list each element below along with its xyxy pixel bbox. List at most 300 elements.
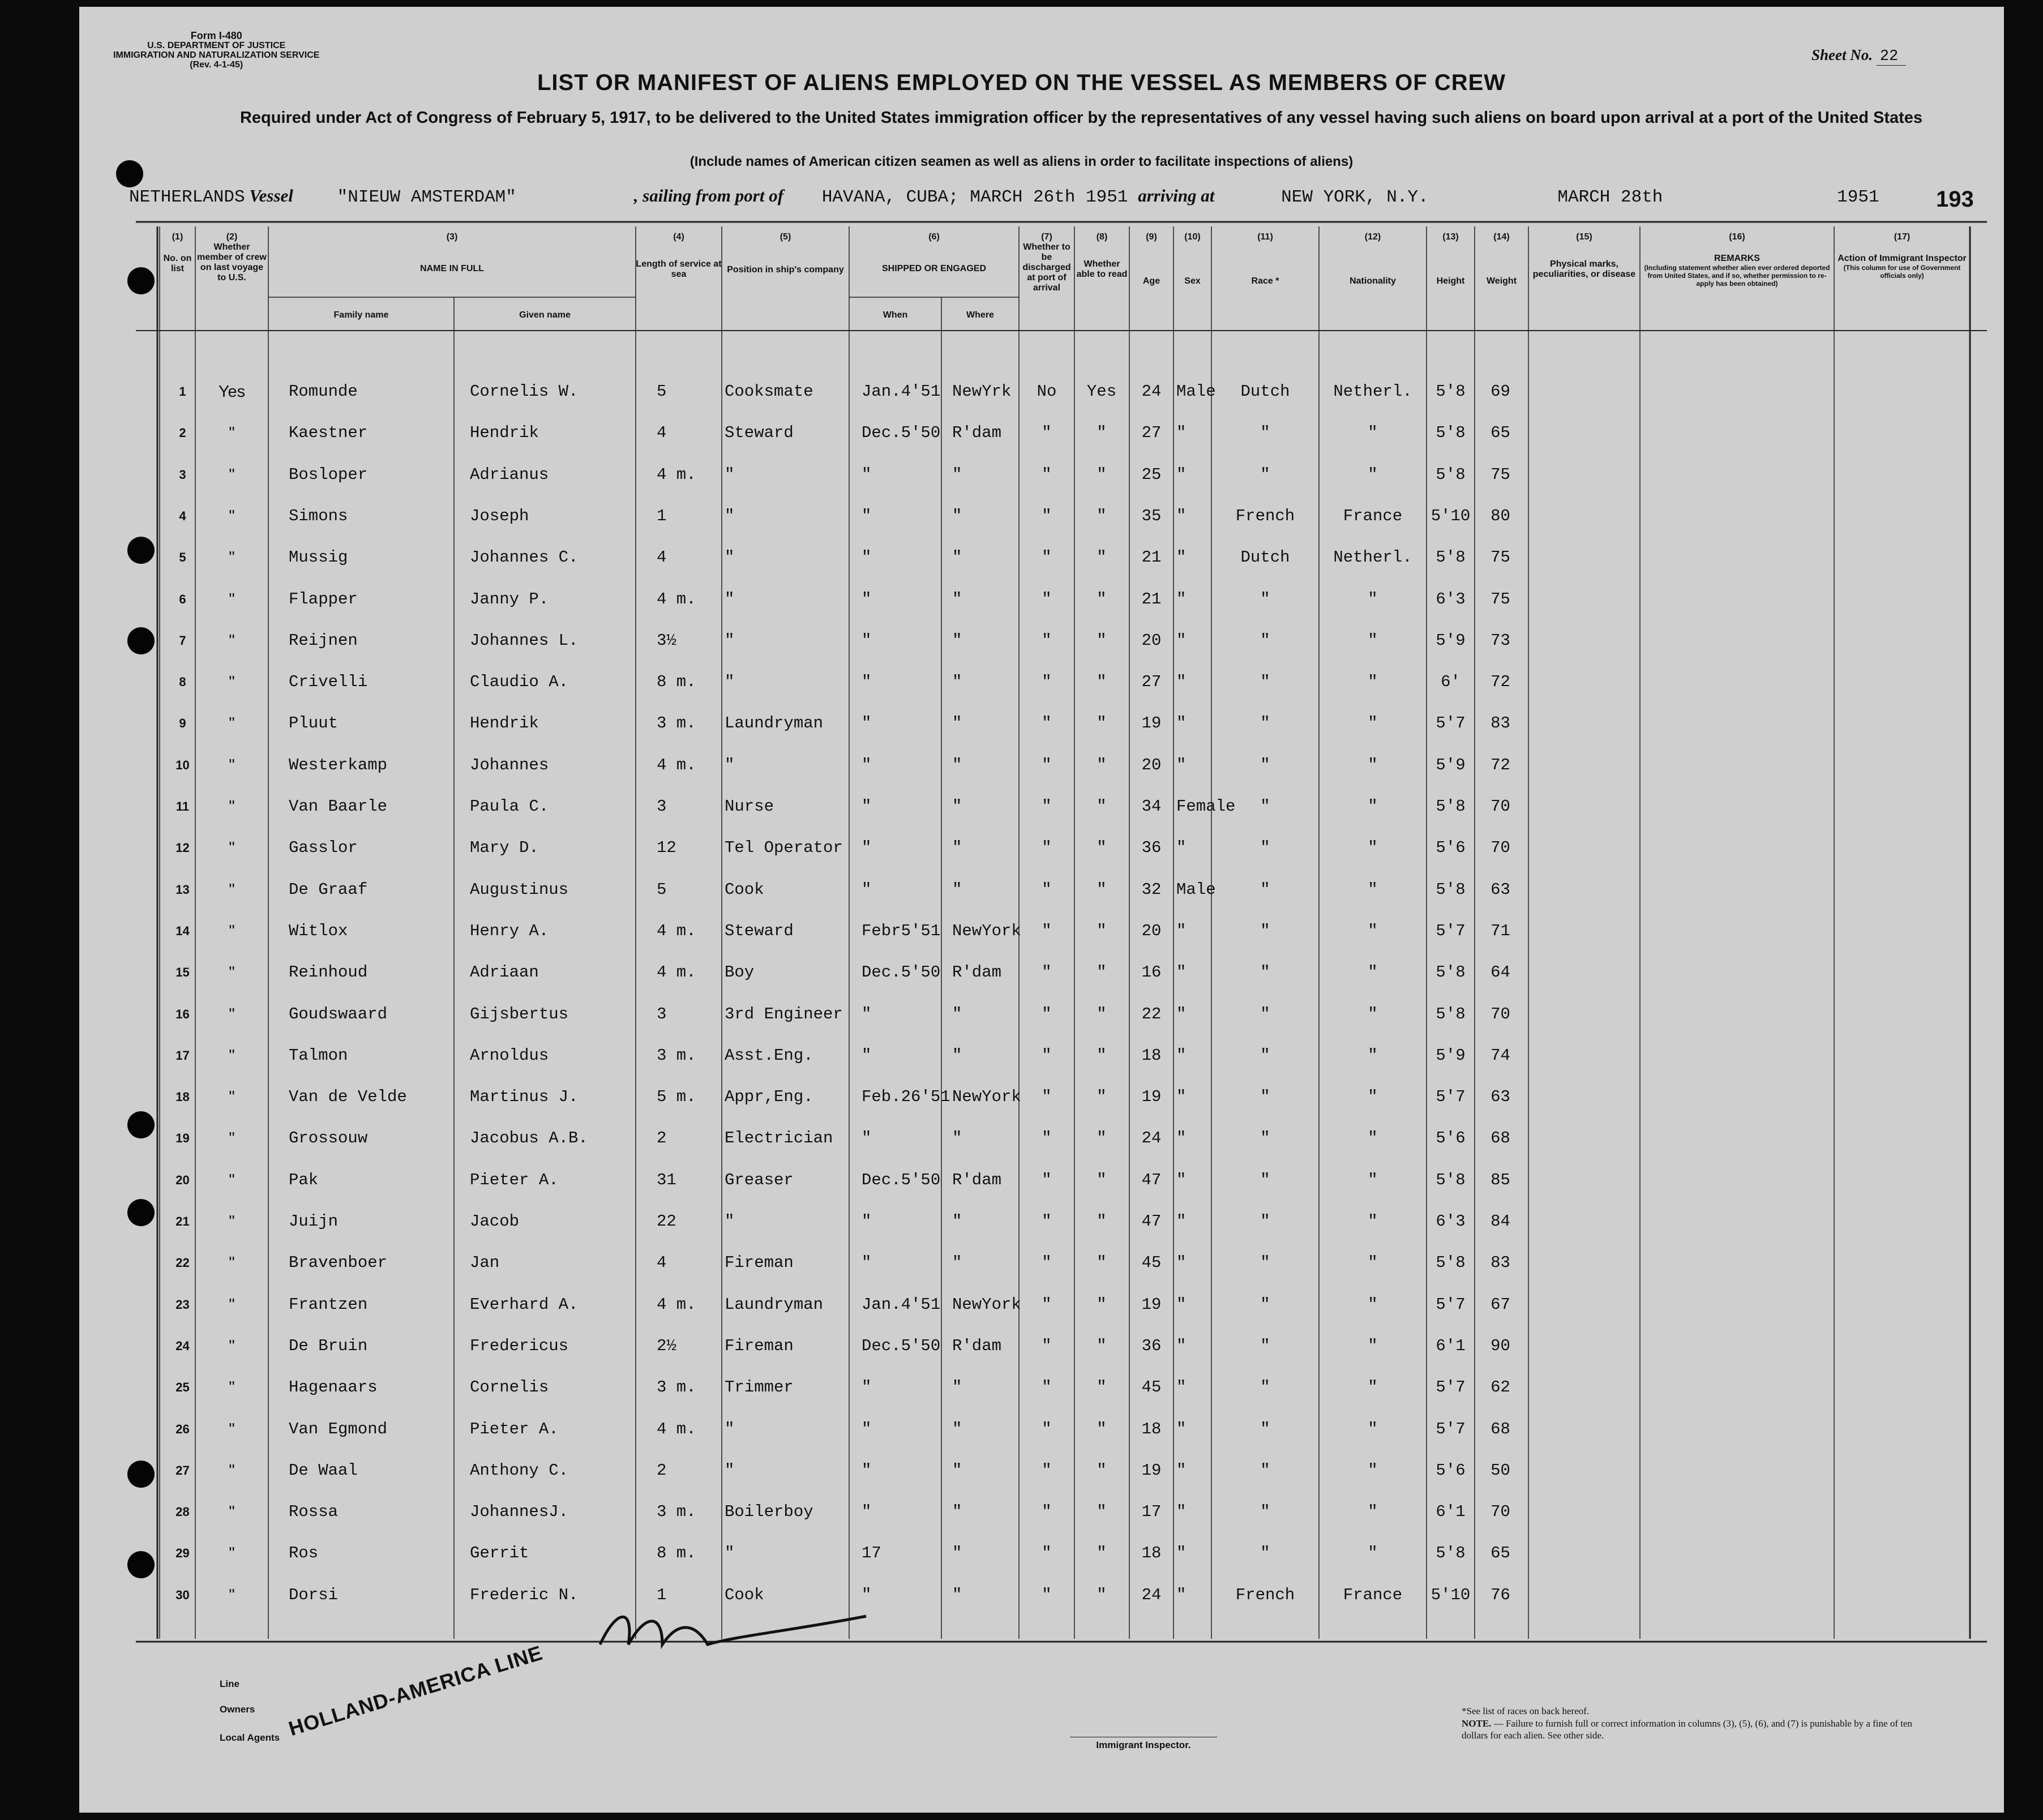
row-3-last: " bbox=[229, 466, 235, 484]
row-27-last: " bbox=[229, 1462, 235, 1480]
row-25-last: " bbox=[229, 1378, 235, 1397]
col-header-weight bbox=[1475, 232, 1528, 286]
row-22-discharged: " bbox=[1042, 1253, 1052, 1272]
row-6-sex: " bbox=[1176, 590, 1187, 609]
row-3-service: 4 m. bbox=[657, 465, 696, 484]
row-27-sex: " bbox=[1176, 1461, 1187, 1480]
row-15-where: R'dam bbox=[952, 963, 1002, 982]
row-10-family: Westerkamp bbox=[289, 756, 388, 774]
row-17-service: 3 m. bbox=[657, 1046, 696, 1065]
row-19-discharged: " bbox=[1042, 1129, 1052, 1147]
row-2-age: 27 bbox=[1141, 423, 1162, 442]
col-title: Age bbox=[1142, 276, 1160, 286]
row-5-race: Dutch bbox=[1240, 548, 1290, 567]
row-27-when: " bbox=[862, 1461, 872, 1480]
punch-hole bbox=[127, 537, 155, 564]
row-19-service: 2 bbox=[657, 1129, 667, 1147]
row-6-height: 6'3 bbox=[1436, 590, 1466, 609]
row-15-given: Adriaan bbox=[470, 963, 539, 982]
col-number-label: (5) bbox=[779, 232, 791, 242]
col-subtitle: (Including statement whether alien ever ordered deported from United States, and if so, whether permission to re-apply has been obtained) bbox=[1644, 264, 1830, 288]
row-2-height: 5'8 bbox=[1436, 423, 1466, 442]
row-11-read: " bbox=[1097, 797, 1107, 816]
row-15-race: " bbox=[1260, 963, 1270, 982]
row-26-service: 4 m. bbox=[657, 1420, 696, 1438]
row-24-where: R'dam bbox=[952, 1337, 1002, 1355]
row-5-last: " bbox=[229, 549, 235, 567]
row-6-weight: 75 bbox=[1491, 590, 1510, 609]
row-10-last: " bbox=[229, 756, 235, 774]
row-25-age: 45 bbox=[1141, 1378, 1162, 1397]
col-number-label: (17) bbox=[1894, 232, 1911, 242]
row-15-age: 16 bbox=[1141, 963, 1162, 982]
row-23-last: " bbox=[229, 1296, 235, 1314]
revision: (Rev. 4-1-45) bbox=[190, 60, 243, 70]
page-number: 193 bbox=[1936, 187, 1974, 212]
row-25-discharged: " bbox=[1042, 1378, 1052, 1397]
row-16-service: 3 bbox=[657, 1005, 667, 1024]
row-2-given: Hendrik bbox=[470, 423, 539, 442]
row-5-no: 5 bbox=[179, 550, 186, 564]
row-14-weight: 71 bbox=[1491, 922, 1510, 940]
row-30-no: 30 bbox=[175, 1588, 190, 1602]
row-16-weight: 70 bbox=[1491, 1005, 1510, 1024]
row-4-last: " bbox=[229, 507, 235, 525]
row-24-race: " bbox=[1260, 1337, 1270, 1355]
row-28-read: " bbox=[1097, 1502, 1107, 1521]
row-30-discharged: " bbox=[1042, 1586, 1052, 1604]
row-21-family: Juijn bbox=[289, 1212, 339, 1231]
row-29-discharged: " bbox=[1042, 1544, 1052, 1562]
row-11-nationality: " bbox=[1368, 797, 1378, 816]
punch-hole bbox=[127, 1461, 155, 1488]
sheet-number-field bbox=[1811, 46, 1906, 65]
row-13-nationality: " bbox=[1368, 880, 1378, 899]
row-2-discharged: " bbox=[1042, 423, 1052, 442]
row-11-last: " bbox=[229, 798, 235, 816]
row-6-last: " bbox=[229, 590, 235, 609]
row-16-nationality: " bbox=[1368, 1005, 1378, 1024]
row-9-discharged: " bbox=[1042, 714, 1052, 733]
row-28-race: " bbox=[1260, 1502, 1270, 1521]
row-30-height: 5'10 bbox=[1430, 1586, 1471, 1604]
row-15-discharged: " bbox=[1042, 963, 1052, 982]
col-title: No. on list bbox=[163, 254, 192, 273]
col-title: REMARKS bbox=[1714, 254, 1760, 263]
row-6-when: " bbox=[862, 590, 872, 609]
row-4-family: Simons bbox=[289, 507, 348, 525]
row-23-age: 19 bbox=[1141, 1295, 1162, 1314]
row-12-age: 36 bbox=[1141, 838, 1162, 857]
row-14-last: " bbox=[229, 922, 235, 940]
col-title: Whether to be discharged at port of arrival bbox=[1022, 242, 1071, 293]
col-title: Weight bbox=[1486, 276, 1517, 286]
row-9-race: " bbox=[1260, 714, 1270, 733]
row-1-position: Cooksmate bbox=[725, 382, 813, 401]
col-title: Action of Immigrant Inspector bbox=[1838, 254, 1967, 263]
department: U.S. DEPARTMENT OF JUSTICE bbox=[147, 41, 286, 50]
row-23-position: Laundryman bbox=[725, 1295, 824, 1314]
row-9-age: 19 bbox=[1141, 714, 1162, 733]
row-8-given: Claudio A. bbox=[470, 673, 569, 691]
row-3-where: " bbox=[952, 465, 962, 484]
row-2-sex: " bbox=[1176, 423, 1187, 442]
row-26-sex: " bbox=[1176, 1420, 1187, 1438]
row-12-height: 5'6 bbox=[1436, 838, 1466, 857]
row-27-race: " bbox=[1260, 1461, 1270, 1480]
row-27-nationality: " bbox=[1368, 1461, 1378, 1480]
row-29-race: " bbox=[1260, 1544, 1270, 1562]
row-22-last: " bbox=[229, 1254, 235, 1272]
form-number: Form I-480 bbox=[190, 30, 242, 41]
row-17-weight: 74 bbox=[1491, 1046, 1510, 1065]
row-9-given: Hendrik bbox=[470, 714, 539, 733]
col-header-position bbox=[722, 232, 849, 275]
row-8-read: " bbox=[1097, 673, 1107, 691]
row-14-service: 4 m. bbox=[657, 922, 696, 940]
col-header-nationality bbox=[1319, 232, 1427, 286]
row-10-nationality: " bbox=[1368, 756, 1378, 774]
row-3-age: 25 bbox=[1141, 465, 1162, 484]
row-4-height: 5'10 bbox=[1430, 507, 1471, 525]
row-7-when: " bbox=[862, 631, 872, 650]
col-header-number bbox=[160, 232, 195, 274]
row-23-discharged: " bbox=[1042, 1295, 1052, 1314]
row-15-no: 15 bbox=[175, 965, 190, 979]
col-header-last-voyage bbox=[195, 232, 268, 283]
row-5-age: 21 bbox=[1141, 548, 1162, 567]
row-19-given: Jacobus A.B. bbox=[470, 1129, 588, 1147]
row-15-weight: 64 bbox=[1491, 963, 1510, 982]
row-18-last: " bbox=[229, 1088, 235, 1106]
row-12-discharged: " bbox=[1042, 838, 1052, 857]
row-4-read: " bbox=[1097, 507, 1107, 525]
row-7-no: 7 bbox=[179, 633, 186, 648]
row-24-last: " bbox=[229, 1337, 235, 1355]
row-26-weight: 68 bbox=[1491, 1420, 1510, 1438]
row-17-given: Arnoldus bbox=[470, 1046, 549, 1065]
row-2-service: 4 bbox=[657, 423, 667, 442]
row-17-sex: " bbox=[1176, 1046, 1187, 1065]
row-24-family: De Bruin bbox=[289, 1337, 368, 1355]
row-10-age: 20 bbox=[1141, 756, 1162, 774]
row-3-race: " bbox=[1260, 465, 1270, 484]
row-9-weight: 83 bbox=[1491, 714, 1510, 733]
row-23-race: " bbox=[1260, 1295, 1270, 1314]
row-11-position: Nurse bbox=[725, 797, 774, 816]
row-8-height: 6' bbox=[1441, 673, 1460, 691]
row-10-race: " bbox=[1260, 756, 1270, 774]
col-header-when: When bbox=[883, 310, 908, 320]
row-15-sex: " bbox=[1176, 963, 1187, 982]
row-4-nationality: France bbox=[1343, 507, 1403, 525]
row-19-when: " bbox=[862, 1129, 872, 1147]
row-27-position: " bbox=[725, 1461, 735, 1480]
row-25-family: Hagenaars bbox=[289, 1378, 378, 1397]
row-12-when: " bbox=[862, 838, 872, 857]
row-18-weight: 63 bbox=[1491, 1087, 1510, 1106]
row-9-nationality: " bbox=[1368, 714, 1378, 733]
row-14-discharged: " bbox=[1042, 922, 1052, 940]
row-25-race: " bbox=[1260, 1378, 1270, 1397]
row-3-given: Adrianus bbox=[470, 465, 549, 484]
row-3-discharged: " bbox=[1042, 465, 1052, 484]
sailing-label: , sailing from port of bbox=[633, 186, 784, 205]
row-4-position: " bbox=[725, 507, 735, 525]
row-27-discharged: " bbox=[1042, 1461, 1052, 1480]
row-2-nationality: " bbox=[1368, 423, 1378, 442]
col-title: Sex bbox=[1184, 276, 1201, 286]
row-20-no: 20 bbox=[175, 1173, 190, 1187]
vessel-name: "NIEUW AMSTERDAM" bbox=[337, 187, 516, 207]
row-26-age: 18 bbox=[1141, 1420, 1162, 1438]
row-12-last: " bbox=[229, 839, 235, 857]
row-27-family: De Waal bbox=[289, 1461, 358, 1480]
row-30-last: " bbox=[229, 1586, 235, 1604]
row-1-read: Yes bbox=[1086, 382, 1117, 401]
row-22-race: " bbox=[1260, 1253, 1270, 1272]
row-7-where: " bbox=[952, 631, 962, 650]
row-22-weight: 83 bbox=[1491, 1253, 1510, 1272]
row-8-race: " bbox=[1260, 673, 1270, 691]
col-title: Height bbox=[1436, 276, 1465, 286]
row-28-given: JohannesJ. bbox=[470, 1502, 569, 1521]
row-20-given: Pieter A. bbox=[470, 1171, 559, 1189]
row-10-where: " bbox=[952, 756, 962, 774]
row-18-family: Van de Velde bbox=[289, 1087, 407, 1106]
row-26-family: Van Egmond bbox=[289, 1420, 388, 1438]
row-23-where: NewYork bbox=[952, 1295, 1021, 1314]
row-19-position: Electrician bbox=[725, 1129, 833, 1147]
row-26-race: " bbox=[1260, 1420, 1270, 1438]
punch-hole bbox=[127, 267, 155, 294]
row-14-age: 20 bbox=[1141, 922, 1162, 940]
row-1-when: Jan.4'51 bbox=[862, 382, 941, 401]
row-13-no: 13 bbox=[175, 883, 190, 897]
col-number-label: (8) bbox=[1096, 232, 1108, 242]
row-1-height: 5'8 bbox=[1436, 382, 1466, 401]
row-26-position: " bbox=[725, 1420, 735, 1438]
row-16-position: 3rd Engineer bbox=[725, 1005, 843, 1024]
row-18-read: " bbox=[1097, 1087, 1107, 1106]
row-1-race: Dutch bbox=[1240, 382, 1290, 401]
row-1-service: 5 bbox=[657, 382, 667, 401]
row-17-height: 5'9 bbox=[1436, 1046, 1466, 1065]
row-29-when: 17 bbox=[862, 1544, 881, 1562]
row-19-read: " bbox=[1097, 1129, 1107, 1147]
row-17-last: " bbox=[229, 1047, 235, 1065]
row-8-family: Crivelli bbox=[289, 673, 368, 691]
row-30-race: French bbox=[1235, 1586, 1295, 1604]
row-10-weight: 72 bbox=[1491, 756, 1510, 774]
row-30-given: Frederic N. bbox=[470, 1586, 579, 1604]
row-17-nationality: " bbox=[1368, 1046, 1378, 1065]
row-9-no: 9 bbox=[179, 716, 186, 730]
col-number-label: (15) bbox=[1576, 232, 1592, 242]
row-23-no: 23 bbox=[175, 1297, 190, 1312]
col-number-label: (16) bbox=[1729, 232, 1745, 242]
row-7-family: Reijnen bbox=[289, 631, 358, 650]
row-2-when: Dec.5'50 bbox=[862, 423, 941, 442]
row-22-given: Jan bbox=[470, 1253, 500, 1272]
col-header-given-name: Given name bbox=[519, 310, 571, 320]
row-1-no: 1 bbox=[179, 384, 186, 399]
row-12-position: Tel Operator bbox=[725, 838, 843, 857]
row-3-height: 5'8 bbox=[1436, 465, 1466, 484]
row-4-age: 35 bbox=[1141, 507, 1162, 525]
row-15-family: Reinhoud bbox=[289, 963, 368, 982]
row-10-discharged: " bbox=[1042, 756, 1052, 774]
row-12-race: " bbox=[1260, 838, 1270, 857]
row-20-sex: " bbox=[1176, 1171, 1187, 1189]
row-8-where: " bbox=[952, 673, 962, 691]
row-14-family: Witlox bbox=[289, 922, 348, 940]
punch-hole bbox=[127, 627, 155, 654]
row-3-read: " bbox=[1097, 465, 1107, 484]
row-11-family: Van Baarle bbox=[289, 797, 388, 816]
row-6-discharged: " bbox=[1042, 590, 1052, 609]
row-15-when: Dec.5'50 bbox=[862, 963, 941, 982]
row-30-weight: 76 bbox=[1491, 1586, 1510, 1604]
row-12-no: 12 bbox=[175, 841, 190, 855]
row-11-given: Paula C. bbox=[470, 797, 549, 816]
row-18-given: Martinus J. bbox=[470, 1087, 579, 1106]
row-24-when: Dec.5'50 bbox=[862, 1337, 941, 1355]
row-24-no: 24 bbox=[175, 1339, 190, 1353]
row-20-where: R'dam bbox=[952, 1171, 1002, 1189]
row-24-service: 2½ bbox=[657, 1337, 676, 1355]
row-5-service: 4 bbox=[657, 548, 667, 567]
col-number-label: (12) bbox=[1364, 232, 1381, 242]
row-7-given: Johannes L. bbox=[470, 631, 579, 650]
row-16-discharged: " bbox=[1042, 1005, 1052, 1024]
row-23-nationality: " bbox=[1368, 1295, 1378, 1314]
row-30-service: 1 bbox=[657, 1586, 667, 1604]
row-27-no: 27 bbox=[175, 1463, 190, 1478]
row-18-race: " bbox=[1260, 1087, 1270, 1106]
row-14-height: 5'7 bbox=[1436, 922, 1466, 940]
row-20-last: " bbox=[229, 1171, 235, 1189]
row-12-nationality: " bbox=[1368, 838, 1378, 857]
col-number-label: (13) bbox=[1442, 232, 1459, 242]
col-number-label: (4) bbox=[673, 232, 684, 242]
row-7-discharged: " bbox=[1042, 631, 1052, 650]
row-13-family: De Graaf bbox=[289, 880, 368, 899]
vessel-label: Vessel bbox=[249, 186, 293, 205]
col-title: NAME IN FULL bbox=[420, 264, 484, 273]
inspector-label: Immigrant Inspector. bbox=[1070, 1737, 1217, 1751]
row-24-height: 6'1 bbox=[1436, 1337, 1466, 1355]
row-8-weight: 72 bbox=[1491, 673, 1510, 691]
row-17-age: 18 bbox=[1141, 1046, 1162, 1065]
row-16-sex: " bbox=[1176, 1005, 1187, 1024]
row-6-no: 6 bbox=[179, 592, 186, 606]
row-8-nationality: " bbox=[1368, 673, 1378, 691]
row-21-given: Jacob bbox=[470, 1212, 520, 1231]
row-7-weight: 73 bbox=[1491, 631, 1510, 650]
col-title: Physical marks, peculiarities, or disease bbox=[1532, 259, 1636, 279]
row-30-sex: " bbox=[1176, 1586, 1187, 1604]
row-16-age: 22 bbox=[1141, 1005, 1162, 1024]
fine-note bbox=[1462, 1718, 1926, 1741]
departure-date: MARCH 26th 1951 bbox=[970, 187, 1128, 207]
row-7-position: " bbox=[725, 631, 735, 650]
row-12-read: " bbox=[1097, 838, 1107, 857]
row-28-nationality: " bbox=[1368, 1502, 1378, 1521]
row-6-service: 4 m. bbox=[657, 590, 696, 609]
col-title: Race * bbox=[1251, 276, 1279, 286]
row-20-when: Dec.5'50 bbox=[862, 1171, 941, 1189]
row-14-position: Steward bbox=[725, 922, 794, 940]
row-2-no: 2 bbox=[179, 426, 186, 440]
row-21-last: " bbox=[229, 1213, 235, 1231]
row-28-discharged: " bbox=[1042, 1502, 1052, 1521]
row-23-sex: " bbox=[1176, 1295, 1187, 1314]
row-24-read: " bbox=[1097, 1337, 1107, 1355]
row-17-when: " bbox=[862, 1046, 872, 1065]
row-4-weight: 80 bbox=[1491, 507, 1510, 525]
col-header-service bbox=[636, 232, 722, 280]
row-13-service: 5 bbox=[657, 880, 667, 899]
row-17-read: " bbox=[1097, 1046, 1107, 1065]
row-10-read: " bbox=[1097, 756, 1107, 774]
row-26-when: " bbox=[862, 1420, 872, 1438]
row-17-where: " bbox=[952, 1046, 962, 1065]
row-29-family: Ros bbox=[289, 1544, 319, 1562]
row-17-discharged: " bbox=[1042, 1046, 1052, 1065]
row-20-weight: 85 bbox=[1491, 1171, 1510, 1189]
row-18-height: 5'7 bbox=[1436, 1087, 1466, 1106]
row-23-service: 4 m. bbox=[657, 1295, 696, 1314]
flag: NETHERLANDS bbox=[129, 187, 245, 207]
arrival-port: NEW YORK, N.Y. bbox=[1281, 187, 1429, 207]
voyage-line bbox=[129, 186, 1879, 207]
row-10-sex: " bbox=[1176, 756, 1187, 774]
punch-hole bbox=[127, 1111, 155, 1138]
col-header-remarks bbox=[1640, 232, 1834, 288]
row-18-service: 5 m. bbox=[657, 1087, 696, 1106]
row-28-sex: " bbox=[1176, 1502, 1187, 1521]
row-11-weight: 70 bbox=[1491, 797, 1510, 816]
col-header-race bbox=[1211, 232, 1319, 286]
col-header-sex bbox=[1173, 232, 1211, 286]
row-20-read: " bbox=[1097, 1171, 1107, 1189]
row-20-nationality: " bbox=[1368, 1171, 1378, 1189]
row-29-weight: 65 bbox=[1491, 1544, 1510, 1562]
row-2-family: Kaestner bbox=[289, 423, 368, 442]
company-stamp: HOLLAND-AMERICA LINE bbox=[286, 1641, 546, 1741]
row-25-height: 5'7 bbox=[1436, 1378, 1466, 1397]
row-16-family: Goudswaard bbox=[289, 1005, 388, 1024]
row-30-family: Dorsi bbox=[289, 1586, 339, 1604]
row-8-age: 27 bbox=[1141, 673, 1162, 691]
col-number-label: (3) bbox=[446, 232, 458, 242]
row-27-age: 19 bbox=[1141, 1461, 1162, 1480]
row-9-where: " bbox=[952, 714, 962, 733]
row-21-where: " bbox=[952, 1212, 962, 1231]
row-24-discharged: " bbox=[1042, 1337, 1052, 1355]
row-26-read: " bbox=[1097, 1420, 1107, 1438]
row-18-nationality: " bbox=[1368, 1087, 1378, 1106]
row-17-family: Talmon bbox=[289, 1046, 348, 1065]
row-18-discharged: " bbox=[1042, 1087, 1052, 1106]
col-title: Whether member of crew on last voyage to U.S. bbox=[197, 242, 267, 282]
row-22-where: " bbox=[952, 1253, 962, 1272]
col-header-discharged bbox=[1019, 232, 1074, 293]
col-number-label: (9) bbox=[1146, 232, 1157, 242]
row-21-read: " bbox=[1097, 1212, 1107, 1231]
row-19-where: " bbox=[952, 1129, 962, 1147]
